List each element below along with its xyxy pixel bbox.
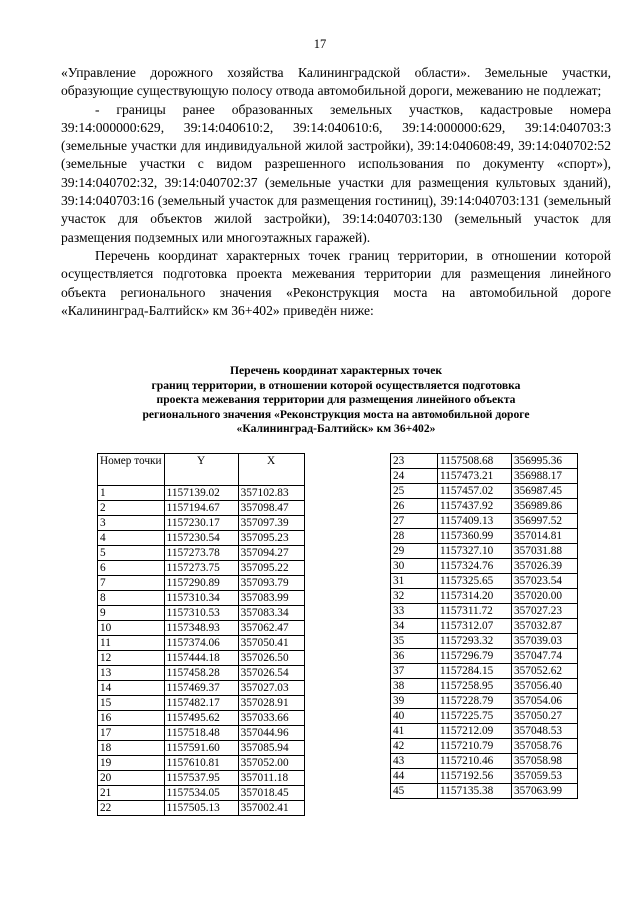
table-row [98,666,305,681]
coord-x: 357026.54 [238,666,304,681]
point-number: 33 [391,604,438,619]
point-number: 2 [98,501,165,516]
coord-y: 1157258.95 [438,679,512,694]
table-row [98,651,305,666]
table-row [98,756,305,771]
coord-y: 1157495.62 [164,711,238,726]
coord-x: 357048.53 [512,724,578,739]
coord-x: 357050.27 [512,709,578,724]
coord-x: 357026.39 [512,559,578,574]
coord-y: 1157437.92 [438,499,512,514]
point-number: 26 [391,499,438,514]
paragraph-parcel-list: - границы ранее образованных земельных участков, кадастровые номера 39:14:000000:629, 39:14:040610:2, 39:14:040610:6, 39:14:000000:629, 39:14:040703:3 (земельные участки для индивидуальной жилой застройки), 39:14:040608:49, 39:14:040702:52 (земельные участки с видом разрешенного использования по документу «спорт»), 39:14:040702:32, 39:14:040702:37 (земельные участки для размещения культовых зданий), 39:14:040703:16 (земельный участок для размещения гостиниц), 39:14:040703:131 (земельный участок для объектов жилой застройки), 39:14:040703:130 (земельный участок для размещения подземных или многоэтажных гаражей). [61,101,611,245]
point-number: 30 [391,559,438,574]
coord-y: 1157310.34 [164,591,238,606]
table-row [391,574,578,589]
point-number: 29 [391,544,438,559]
table-row [391,469,578,484]
table-row [391,739,578,754]
table-row [391,454,578,469]
table-row [98,681,305,696]
coord-y: 1157135.38 [438,784,512,799]
point-number: 13 [98,666,165,681]
point-number: 5 [98,546,165,561]
table-row [391,559,578,574]
point-number: 3 [98,516,165,531]
coord-y: 1157360.99 [438,529,512,544]
point-number: 43 [391,754,438,769]
coord-y: 1157230.54 [164,531,238,546]
coord-x: 357028.91 [238,696,304,711]
body-text [61,64,611,320]
point-number: 18 [98,741,165,756]
table-row [98,726,305,741]
coord-x: 357058.76 [512,739,578,754]
coord-x: 357023.54 [512,574,578,589]
coord-x: 357095.22 [238,561,304,576]
coord-x: 357102.83 [238,486,304,501]
table-row [391,649,578,664]
coord-x: 357098.47 [238,501,304,516]
point-number: 42 [391,739,438,754]
point-number: 44 [391,769,438,784]
table-header-row [98,454,305,486]
coord-x: 357027.23 [512,604,578,619]
paragraph-coordinates-intro: Перечень координат характерных точек границ территории, в отношении которой осуществляется подготовка проекта межевания территории для размещения линейного объекта регионального значения «Реконструкция моста на автомобильной дороге «Калининград-Балтийск» км 36+402» приведён ниже: [61,247,611,318]
table-title [61,364,611,437]
coord-y: 1157311.72 [438,604,512,619]
table-title-line: Перечень координат характерных точек [229,364,443,377]
coord-y: 1157314.20 [438,589,512,604]
point-number: 41 [391,724,438,739]
coord-x: 357026.50 [238,651,304,666]
coord-x: 357054.06 [512,694,578,709]
point-number: 16 [98,711,165,726]
table-row [98,711,305,726]
table-row [391,664,578,679]
point-number: 39 [391,694,438,709]
coord-x: 356988.17 [512,469,578,484]
coord-y: 1157312.07 [438,619,512,634]
point-number: 12 [98,651,165,666]
coord-y: 1157273.78 [164,546,238,561]
table-row [391,589,578,604]
coord-y: 1157537.95 [164,771,238,786]
coord-x: 357095.23 [238,531,304,546]
coord-y: 1157508.68 [438,454,512,469]
table-row [391,769,578,784]
table-row [98,621,305,636]
coord-x: 357058.98 [512,754,578,769]
coord-y: 1157444.18 [164,651,238,666]
coord-y: 1157284.15 [438,664,512,679]
table-row [391,709,578,724]
point-number: 24 [391,469,438,484]
coord-x: 357093.79 [238,576,304,591]
point-number: 38 [391,679,438,694]
coord-y: 1157293.32 [438,634,512,649]
point-number: 7 [98,576,165,591]
coord-x: 357052.00 [238,756,304,771]
coord-x: 357052.62 [512,664,578,679]
coord-y: 1157518.48 [164,726,238,741]
table-row [391,634,578,649]
paragraph-continuation: «Управление дорожного хозяйства Калининградской области». Земельные участки, образующие существующую полосу отвода автомобильной дороги, межеванию не подлежат; [61,65,611,99]
point-number: 19 [98,756,165,771]
header-y: Y [164,454,238,486]
table-row [391,544,578,559]
point-number: 8 [98,591,165,606]
coord-x: 357062.47 [238,621,304,636]
coord-x: 357056.40 [512,679,578,694]
point-number: 27 [391,514,438,529]
point-number: 45 [391,784,438,799]
coord-x: 357002.41 [238,801,304,816]
point-number: 1 [98,486,165,501]
coord-x: 357014.81 [512,529,578,544]
point-number: 35 [391,634,438,649]
point-number: 4 [98,531,165,546]
table-title-line: регионального значения «Реконструкция моста на автомобильной дороге [142,407,530,421]
coord-y: 1157374.06 [164,636,238,651]
point-number: 10 [98,621,165,636]
table-title-line: границ территории, в отношении которой осуществляется подготовка [151,378,521,392]
table-row [391,754,578,769]
coord-y: 1157473.21 [438,469,512,484]
point-number: 25 [391,484,438,499]
coord-y: 1157139.02 [164,486,238,501]
point-number: 9 [98,606,165,621]
point-number: 6 [98,561,165,576]
table-row [98,606,305,621]
table-row [391,604,578,619]
table-row [98,561,305,576]
table-row [98,771,305,786]
header-x: X [238,454,304,486]
coord-x: 357083.99 [238,591,304,606]
table-row [98,741,305,756]
coord-y: 1157327.10 [438,544,512,559]
point-number: 32 [391,589,438,604]
coord-x: 357083.34 [238,606,304,621]
coord-x: 357032.87 [512,619,578,634]
coord-x: 357027.03 [238,681,304,696]
header-point-number: Номер точки [98,454,165,486]
coord-y: 1157273.75 [164,561,238,576]
table-row [98,591,305,606]
coordinates-table-right [390,453,578,799]
table-row [391,499,578,514]
coord-y: 1157290.89 [164,576,238,591]
table-row [391,514,578,529]
table-row [98,801,305,816]
point-number: 28 [391,529,438,544]
coord-y: 1157225.75 [438,709,512,724]
point-number: 14 [98,681,165,696]
coord-y: 1157534.05 [164,786,238,801]
coord-x: 357050.41 [238,636,304,651]
point-number: 37 [391,664,438,679]
coord-x: 356987.45 [512,484,578,499]
table-row [98,636,305,651]
table-row [98,531,305,546]
coord-y: 1157458.28 [164,666,238,681]
coord-x: 357033.66 [238,711,304,726]
table-row [98,546,305,561]
table-row [391,619,578,634]
table-row [98,696,305,711]
point-number: 20 [98,771,165,786]
coord-x: 357039.03 [512,634,578,649]
point-number: 17 [98,726,165,741]
point-number: 31 [391,574,438,589]
coord-x: 356989.86 [512,499,578,514]
coord-y: 1157210.46 [438,754,512,769]
table-row [391,694,578,709]
table-title-line: «Калининград-Балтийск» км 36+402» [236,422,436,436]
coord-x: 357044.96 [238,726,304,741]
coord-x: 357018.45 [238,786,304,801]
table-row [98,486,305,501]
coord-x: 357063.99 [512,784,578,799]
point-number: 15 [98,696,165,711]
table-row [98,516,305,531]
coord-x: 357085.94 [238,741,304,756]
coord-y: 1157210.79 [438,739,512,754]
coord-x: 357020.00 [512,589,578,604]
coord-y: 1157469.37 [164,681,238,696]
table-row [98,786,305,801]
point-number: 21 [98,786,165,801]
coord-y: 1157591.60 [164,741,238,756]
coord-x: 357031.88 [512,544,578,559]
table-row [391,529,578,544]
table-row [98,501,305,516]
coord-y: 1157212.09 [438,724,512,739]
table-row [391,679,578,694]
table-row [98,576,305,591]
point-number: 34 [391,619,438,634]
coord-y: 1157296.79 [438,649,512,664]
table-title-line: проекта межевания территории для размещения линейного объекта [156,393,516,407]
coord-y: 1157482.17 [164,696,238,711]
coord-y: 1157457.02 [438,484,512,499]
coord-y: 1157194.67 [164,501,238,516]
coord-x: 357059.53 [512,769,578,784]
coord-x: 356997.52 [512,514,578,529]
coord-y: 1157325.65 [438,574,512,589]
coord-y: 1157610.81 [164,756,238,771]
coordinates-table-left [97,453,305,816]
coord-y: 1157409.13 [438,514,512,529]
coord-y: 1157310.53 [164,606,238,621]
table-row [391,784,578,799]
point-number: 11 [98,636,165,651]
coord-x: 357011.18 [238,771,304,786]
point-number: 36 [391,649,438,664]
page-number: 17 [313,37,327,51]
coord-x: 357097.39 [238,516,304,531]
coord-y: 1157230.17 [164,516,238,531]
point-number: 40 [391,709,438,724]
point-number: 23 [391,454,438,469]
coord-x: 357047.74 [512,649,578,664]
coord-x: 357094.27 [238,546,304,561]
table-row [391,484,578,499]
table-row [391,724,578,739]
coord-y: 1157348.93 [164,621,238,636]
coord-y: 1157505.13 [164,801,238,816]
coord-x: 356995.36 [512,454,578,469]
coord-y: 1157228.79 [438,694,512,709]
point-number: 22 [98,801,165,816]
coord-y: 1157192.56 [438,769,512,784]
coord-y: 1157324.76 [438,559,512,574]
